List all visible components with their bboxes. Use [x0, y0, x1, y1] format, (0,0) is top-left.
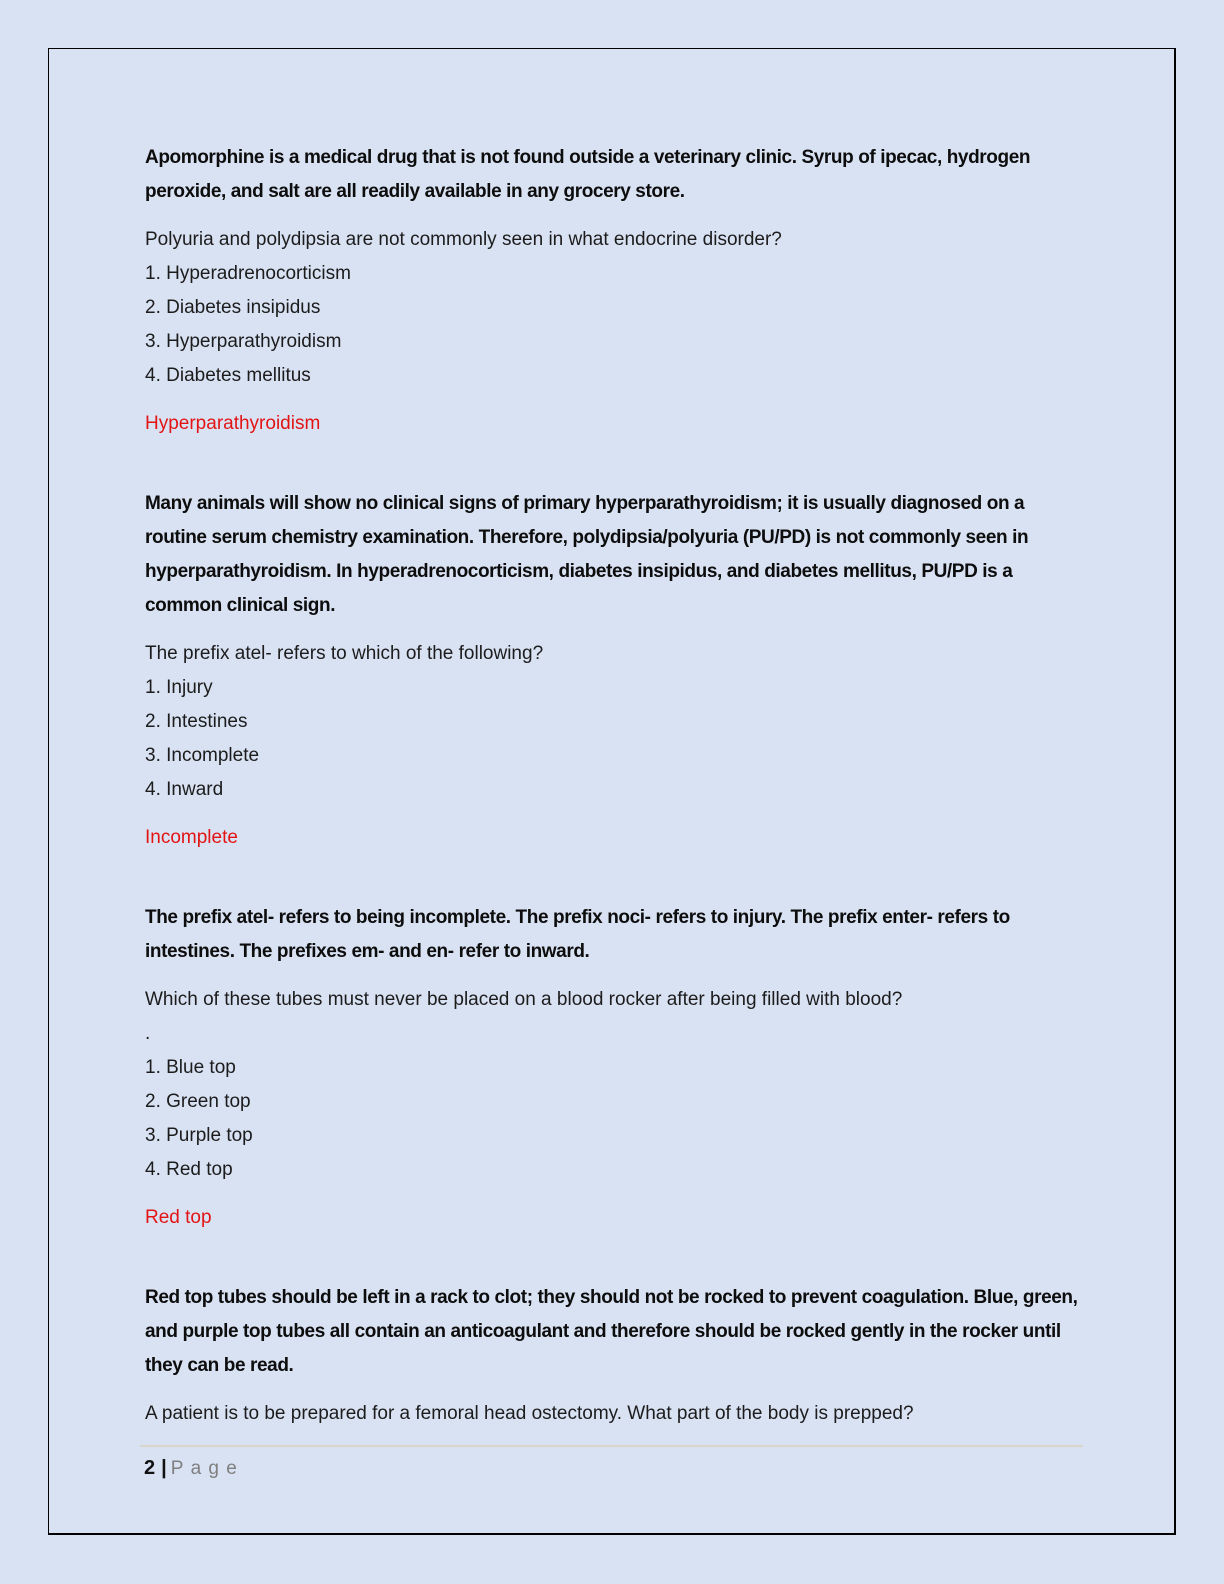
question-text: The prefix atel- refers to which of the following?: [145, 643, 544, 664]
explanation-paragraph-hyperparathyroidism: Many animals will show no clinical signs of primary hyperparathyroidism; it is usually diagnosed on a routine serum chemistry examination. Therefore, polydipsia/polyuria (PU/PD) is not commonly seen in hyperparathyroidism. In hyperadrenocorticism, diabetes insipidus, and diabetes mellitus, PU/PD is a common clinical sign.: [145, 493, 1029, 616]
answer-text-incomplete: Incomplete: [145, 827, 238, 848]
question-block-blood-rocker: [145, 983, 1085, 1187]
choice-option-2: 2. Intestines: [145, 711, 248, 732]
choice-option-1: 1. Blue top: [145, 1057, 236, 1078]
choice-option-3: 3. Purple top: [145, 1125, 253, 1146]
footer-separator-line: [140, 1445, 1083, 1447]
answer-text-red-top: Red top: [145, 1207, 212, 1228]
explanation-paragraph-red-top-tubes: Red top tubes should be left in a rack to clot; they should not be rocked to prevent coagulation. Blue, green, and purple top tubes all contain an anticoagulant and therefore should be rocked gently in the rocker until they can be read.: [145, 1287, 1078, 1376]
choice-option-4: 4. Diabetes mellitus: [145, 365, 311, 386]
page-footer: [140, 1445, 1083, 1482]
choice-option-2: 2. Diabetes insipidus: [145, 297, 321, 318]
page-border: [48, 48, 1176, 1535]
choice-option-3: 3. Incomplete: [145, 745, 260, 766]
explanation-paragraph-prefixes: The prefix atel- refers to being incomplete. The prefix noci- refers to injury. The prefix enter- refers to intestines. The prefixes em- and en- refer to inward.: [145, 907, 1010, 962]
choice-option-4: 4. Inward: [145, 779, 224, 800]
question-note-period: .: [145, 1023, 151, 1044]
page-number: 2: [144, 1457, 156, 1479]
question-block-prefix-atel: [145, 637, 1085, 807]
question-text: Polyuria and polydipsia are not commonly seen in what endocrine disorder?: [145, 229, 782, 250]
footer-text: [144, 1455, 1083, 1482]
choice-option-1: 1. Hyperadrenocorticism: [145, 263, 351, 284]
choice-option-1: 1. Injury: [145, 677, 213, 698]
choice-option-3: 3. Hyperparathyroidism: [145, 331, 342, 352]
question-text-femoral-head: A patient is to be prepared for a femoral head ostectomy. What part of the body is prepped?: [145, 1403, 914, 1424]
answer-text-hyperparathyroidism: Hyperparathyroidism: [145, 413, 321, 434]
choice-option-4: 4. Red top: [145, 1159, 233, 1180]
question-block-endocrine: [145, 223, 1085, 393]
explanation-paragraph-apomorphine: Apomorphine is a medical drug that is not found outside a veterinary clinic. Syrup of ipecac, hydrogen peroxide, and salt are all readily available in any grocery store.: [145, 147, 1031, 202]
page-label: Page: [170, 1458, 244, 1479]
footer-pipe-divider: |: [161, 1457, 167, 1479]
page-content: [49, 49, 1174, 1431]
question-text: Which of these tubes must never be placed on a blood rocker after being filled with blood?: [145, 989, 903, 1010]
choice-option-2: 2. Green top: [145, 1091, 251, 1112]
